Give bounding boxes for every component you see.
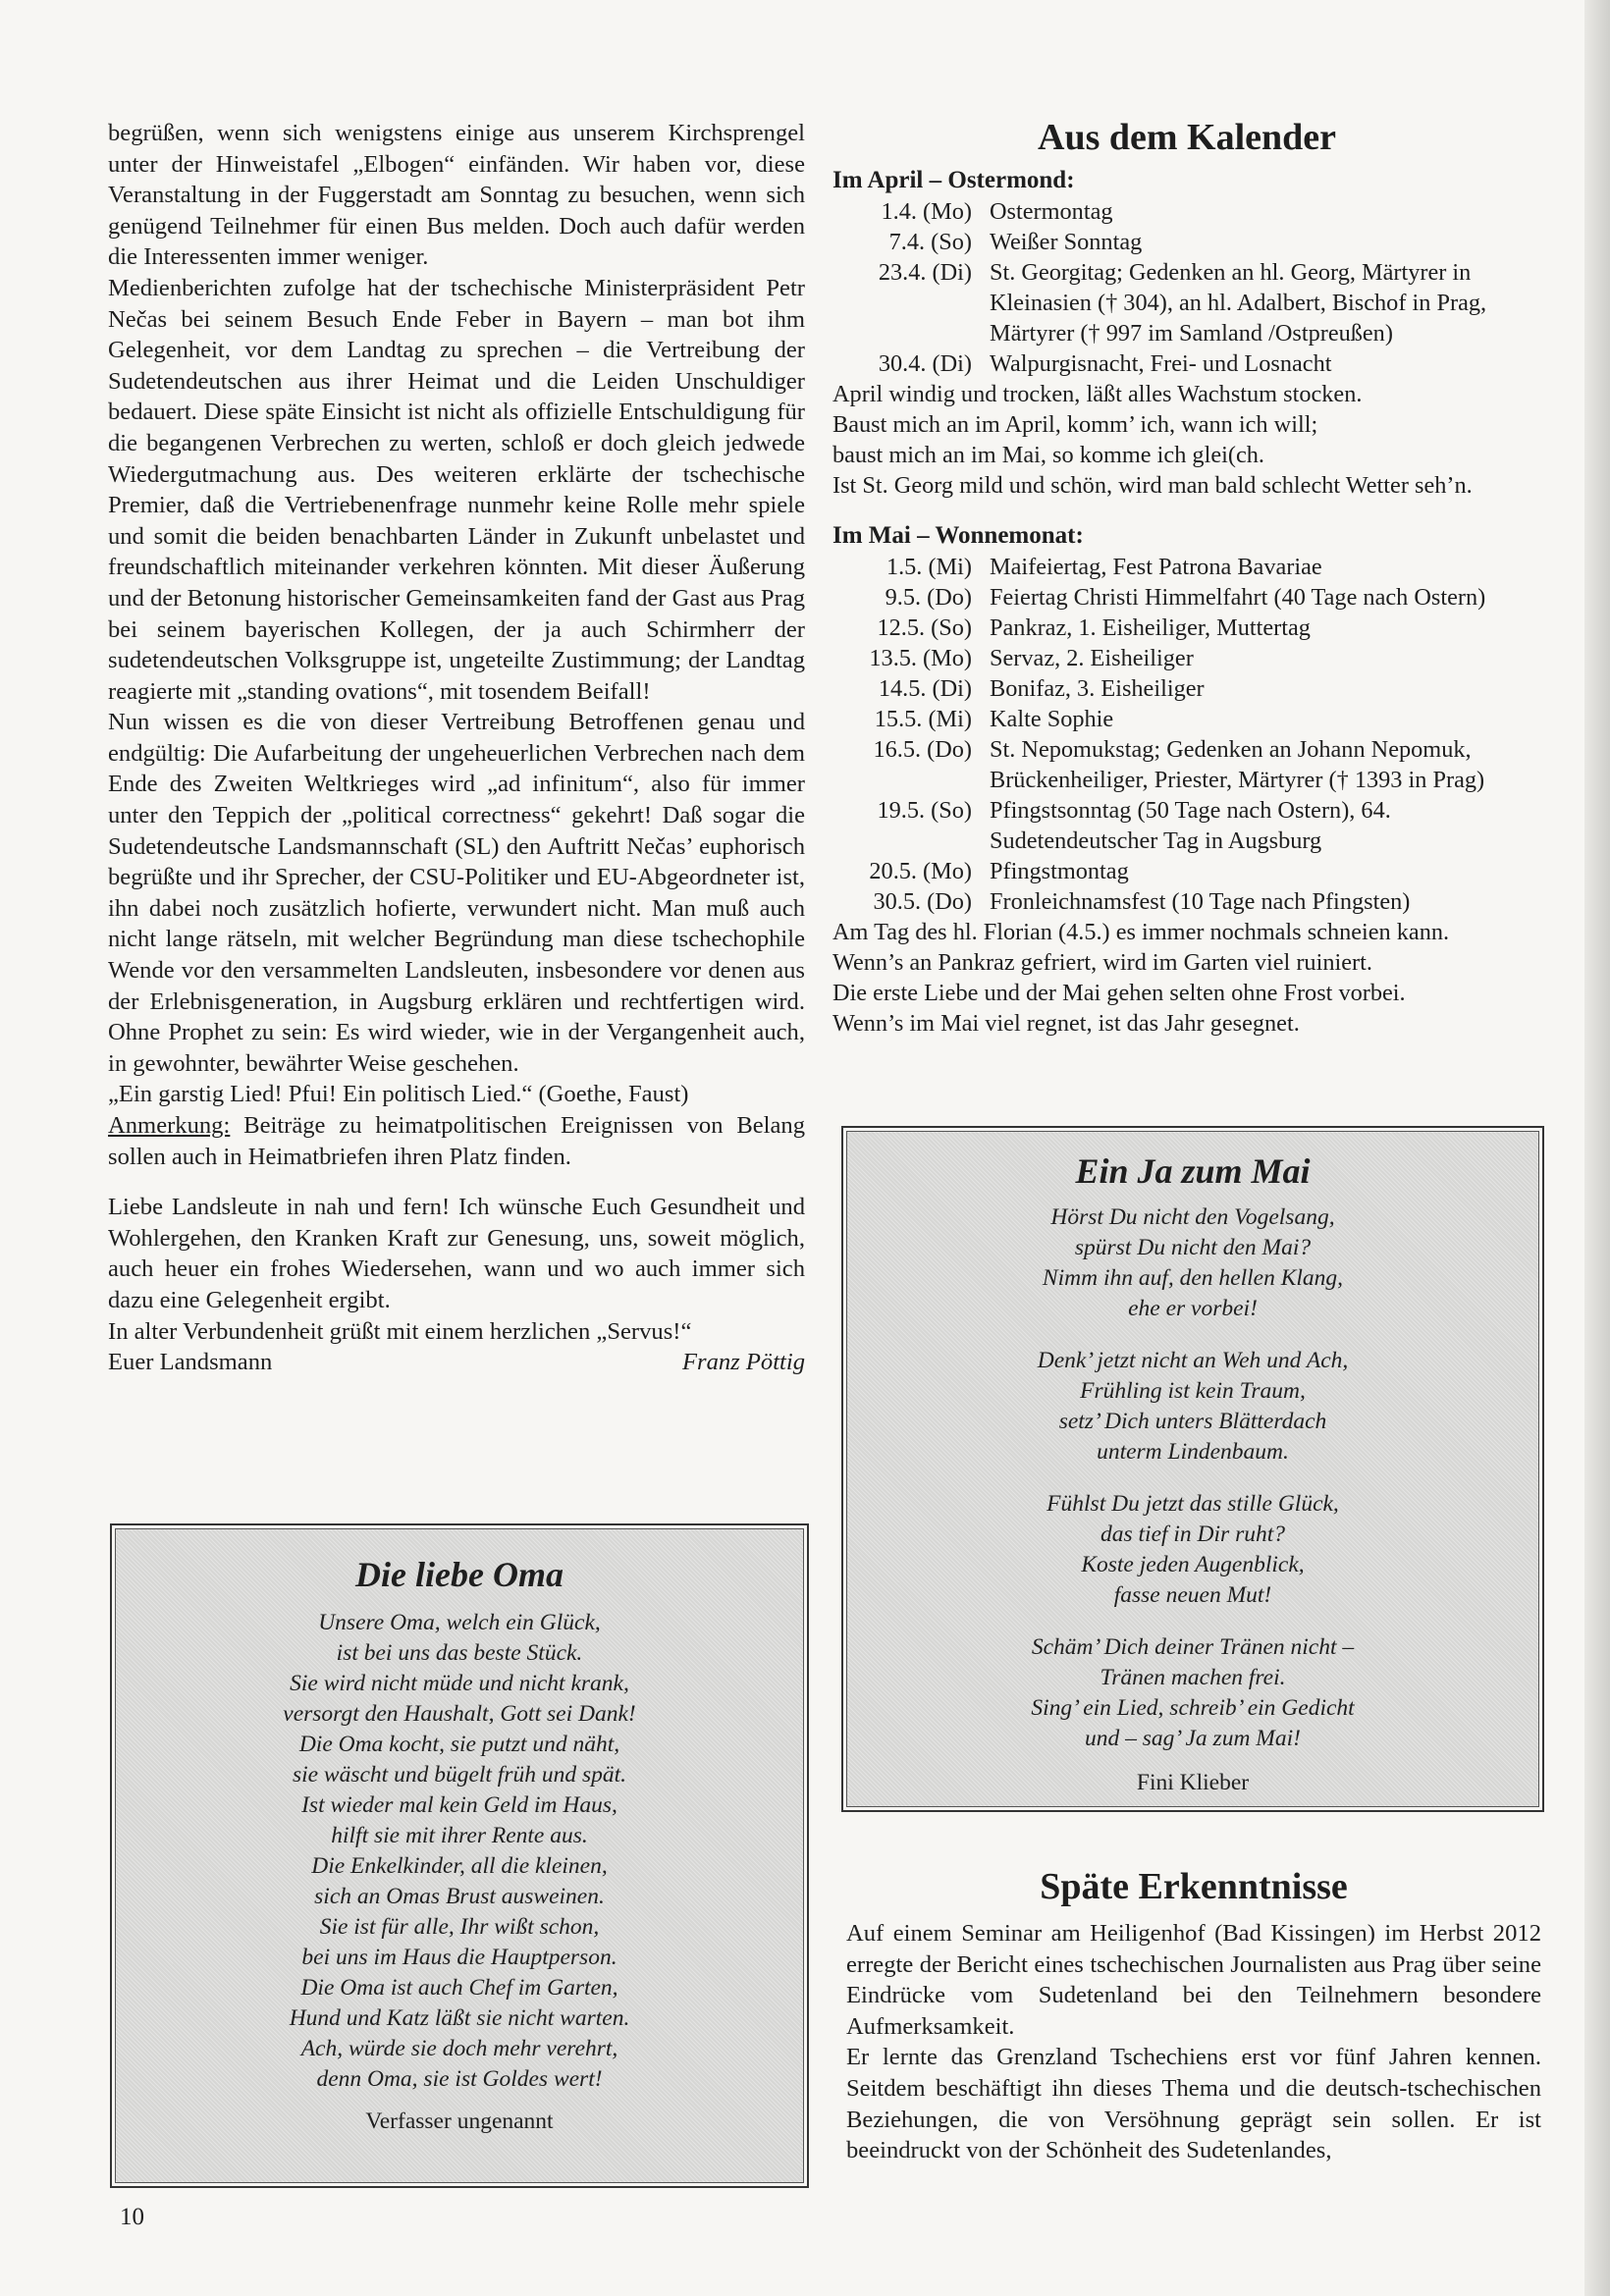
poem-line: Schäm’ Dich deiner Tränen nicht – [1031,1634,1355,1660]
paragraph: In alter Verbundenheit grüßt mit einem herzlichen „Servus!“ [108,1317,692,1345]
calendar-entry [832,227,1541,257]
calendar-entry [832,257,1541,348]
poem-line: Fühlst Du jetzt das stille Glück, [1046,1491,1339,1517]
poem-line: Frühling ist kein Traum, [1080,1378,1306,1404]
poem-line: Hund und Katz läßt sie nicht warten. [289,2005,630,2031]
poem-line: hilft sie mit ihrer Rente aus. [331,1823,588,1848]
calendar-section [832,116,1541,1039]
signature-line [108,1347,805,1378]
entry-event: Weißer Sonntag [990,229,1143,255]
proverb-line: Wenn’s an Pankraz gefriert, wird im Garten viel ruiniert. [832,949,1372,976]
april-list [832,196,1541,379]
entry-event: Feiertag Christi Himmelfahrt (40 Tage nach Ostern) [990,584,1486,611]
poem-line: das tief in Dir ruht? [1100,1522,1285,1547]
poem-stanza [843,1489,1542,1611]
poem-author: Fini Klieber [1136,1770,1250,1795]
entry-date: 19.5. (So) [877,797,972,824]
entry-date: 15.5. (Mi) [874,706,972,732]
poem-author: Verfasser ungenannt [365,2109,554,2134]
proverb-line: Wenn’s im Mai viel regnet, ist das Jahr gesegnet. [832,1010,1300,1037]
poem-line: Denk’ jetzt nicht an Weh und Ach, [1037,1348,1349,1373]
entry-event: Walpurgisnacht, Frei- und Losnacht [990,350,1332,377]
april-heading: Im April – Ostermond: [832,167,1075,193]
paragraph: Auf einem Seminar am Heiligenhof (Bad Kissingen) im Herbst 2012 erregte der Bericht eines tschechischen Journalisten aus Prag über seine Eindrücke vom Sudetenland bei den Teilnehmern besondere Aufmerksamkeit. [846,1920,1541,2040]
calendar-entry [832,613,1541,643]
poem-line: Ist wieder mal kein Geld im Haus, [301,1792,617,1818]
article-spaete-erkenntnisse [846,1865,1541,2166]
poem-stanza [843,1202,1542,1324]
poem-line: Nimm ihn auf, den hellen Klang, [1042,1265,1344,1291]
poem-title: Ein Ja zum Mai [1075,1151,1311,1191]
proverb-line: Am Tag des hl. Florian (4.5.) es immer nochmals schneien kann. [832,919,1450,945]
entry-date: 30.4. (Di) [878,350,972,377]
entry-date: 30.5. (Do) [873,888,972,915]
poem-line: spürst Du nicht den Mai? [1074,1235,1312,1260]
author-name: Franz Pöttig [681,1349,805,1376]
calendar-entry [832,856,1541,886]
calendar-entry [832,196,1541,227]
closing: Euer Landsmann [108,1349,273,1376]
poem-line: denn Oma, sie ist Goldes wert! [316,2066,603,2092]
poem-line: Unsere Oma, welch ein Glück, [318,1610,601,1635]
poem-line: Die Oma kocht, sie putzt und näht, [298,1732,620,1757]
paragraph: begrüßen, wenn sich wenigstens einige aus unserem Kirchsprengel unter der Hinweistafel „Elbogen“ einfänden. Wir haben vor, diese Veranstaltung in der Fuggerstadt am Sonntag zu besuchen, wenn sich genügend Teilnehmer für einen Bus melden. Doch auch dafür werden die Interessenten immer weniger. [108,120,805,271]
entry-date: 16.5. (Do) [873,736,972,763]
entry-event: Pankraz, 1. Eisheiliger, Muttertag [990,614,1311,641]
poem-stanza [112,1608,807,2095]
paragraph: Medienberichten zufolge hat der tschechische Ministerpräsident Petr Nečas bei seinem Besuch Ende Feber in Bayern – man bot ihm Gelegenheit, vor dem Landtag zu sprechen – die Vertreibung der Sudetendeutschen aus ihrer Heimat und die Leiden Unschuldiger bedauert. Diese späte Einsicht ist nicht als offizielle Entschuldigung für die begangenen Verbrechen zu werten, schloß er doch gleich jedwede Wiedergutmachung aus. Des weiteren erklärte der tschechische Premier, daß die Vertriebenenfrage nunmehr keine Rolle mehr spiele und somit die beiden benachbarten Länder in Zukunft unbelastet und freundschaftlich miteinander verkehren könnten. Mit dieser Äußerung und der Betonung historischer Gemeinsamkeiten fand der Gast aus Prag bei seinem bayerischen Kollegen, der ja auch Schirmherr der sudetendeutschen Volksgruppe ist, ungeteilte Zustimmung; der Landtag reagierte mit „standing ovations“, mit tosendem Beifall! [108,274,805,705]
poem-title: Die liebe Oma [355,1555,564,1594]
may-proverbs [832,917,1541,1039]
calendar-entry [832,552,1541,582]
calendar-entry [832,348,1541,379]
may-heading: Im Mai – Wonnemonat: [832,522,1084,549]
poem-line: unterm Lindenbaum. [1097,1439,1289,1465]
article-title: Späte Erkenntnisse [1040,1866,1348,1907]
poem-box-oma [110,1523,809,2188]
calendar-entry [832,704,1541,734]
entry-event: Maifeiertag, Fest Patrona Bavariae [990,554,1322,580]
poem-stanzas [843,1202,1542,1754]
poem-line: versorgt den Haushalt, Gott sei Dank! [283,1701,636,1727]
entry-event: St. Georgitag; Gedenken an hl. Georg, Märtyrer in Kleinasien († 304), an hl. Adalbert, Bischof in Prag, Märtyrer († 997 im Samland /Ostpreußen) [990,259,1487,347]
april-proverbs [832,379,1541,501]
poem-line: Die Enkelkinder, all die kleinen, [311,1853,608,1879]
poem-line: und – sag’ Ja zum Mai! [1085,1726,1301,1751]
page-edge [1584,0,1610,2296]
entry-event: Pfingstmontag [990,858,1129,884]
poem-line: Sie ist für alle, Ihr wißt schon, [319,1914,600,1940]
poem-line: Ach, würde sie doch mehr verehrt, [300,2036,618,2061]
entry-date: 1.5. (Mi) [886,554,972,580]
proverb-line: Die erste Liebe und der Mai gehen selten ohne Frost vorbei. [832,980,1406,1006]
page-number: 10 [120,2204,144,2230]
poem-stanza [843,1346,1542,1468]
entry-date: 7.4. (So) [888,229,972,255]
entry-date: 14.5. (Di) [878,675,972,702]
proverb-line: Ist St. Georg mild und schön, wird man bald schlecht Wetter seh’n. [832,472,1473,499]
entry-event: Kalte Sophie [990,706,1114,732]
calendar-entry [832,673,1541,704]
left-column [108,118,805,1378]
poem-line: bei uns im Haus die Hauptperson. [301,1945,617,1970]
poem-line: sich an Omas Brust ausweinen. [314,1884,605,1909]
entry-date: 20.5. (Mo) [869,858,972,884]
calendar-entry [832,886,1541,917]
paragraph: Er lernte das Grenzland Tschechiens erst vor fünf Jahren kennen. Seitdem beschäftigt ihn dieses Thema und die deutsch-tschechischen Beziehungen, die von Versöhnung geprägt sein sollen. Er ist beeindruckt von der Schönheit des Sudetenlandes, [846,2044,1541,2164]
poem-line: Sie wird nicht müde und nicht krank, [290,1671,629,1696]
poem-line: setz’ Dich unters Blätterdach [1058,1409,1327,1434]
poem-line: Hörst Du nicht den Vogelsang, [1050,1204,1335,1230]
entry-event: Fronleichnamsfest (10 Tage nach Pfingsten) [990,888,1411,915]
calendar-title: Aus dem Kalender [1038,117,1336,158]
entry-event: Servaz, 2. Eisheiliger [990,645,1194,671]
quote-line: „Ein garstig Lied! Pfui! Ein politisch Lied.“ (Goethe, Faust) [108,1081,689,1108]
poem-line: Die Oma ist auch Chef im Garten, [300,1975,618,2001]
entry-date: 12.5. (So) [877,614,972,641]
poem-line: ehe er vorbei! [1128,1296,1258,1321]
paragraph: Liebe Landsleute in nah und fern! Ich wünsche Euch Gesundheit und Wohlergehen, den Kranken Kraft zur Genesung, uns, soweit möglich, auch heuer ein frohes Wiedersehen, wann und wo auch immer sich dazu eine Gelegenheit ergibt. [108,1194,805,1313]
poem-line: sie wäscht und bügelt früh und spät. [292,1762,627,1788]
paragraph: Nun wissen es die von dieser Vertreibung Betroffenen genau und endgültig: Die Aufarbeitung der ungeheuerlichen Verbrechen nach dem Ende des Zweiten Weltkrieges wird „ad infinitum“, also für immer unter den Teppich der „political correctness“ gekehrt! Daß sogar die Sudetendeutsche Landsmannschaft (SL) den Auftritt Nečas’ euphorisch begrüßte und ihr Sprecher, der CSU-Politiker und EU-Abgeordneter ist, ihn dabei noch zusätzlich hofierte, verwundert nicht. Man muß auch nicht lange rätseln, mit welcher Begründung man diese tschechophile Wende vor den versammelten Landsleuten, insbesondere vor denen aus der Erlebnisgeneration, in Augsburg erklären und rechtfertigen wird. Ohne Prophet zu sein: Es wird wieder, wie in der Vergangenheit auch, in gewohnter, bewährter Weise geschehen. [108,709,805,1077]
poem-box-mai [841,1126,1544,1812]
note-paragraph [108,1110,805,1172]
poem-line: Tränen machen frei. [1100,1665,1286,1690]
calendar-entry [832,582,1541,613]
entry-event: Pfingstsonntag (50 Tage nach Ostern), 64. Sudetendeutscher Tag in Augsburg [990,797,1391,854]
poem-stanza [843,1632,1542,1754]
poem-line: Sing’ ein Lied, schreib’ ein Gedicht [1031,1695,1355,1721]
poem-line: ist bei uns das beste Stück. [336,1640,583,1666]
poem-line: fasse neuen Mut! [1113,1582,1272,1608]
entry-event: Ostermontag [990,198,1113,225]
entry-date: 13.5. (Mo) [869,645,972,671]
note-label: Anmerkung: [108,1112,231,1139]
entry-date: 9.5. (Do) [885,584,972,611]
poem-line: Koste jeden Augenblick, [1081,1552,1305,1577]
proverb-line: Baust mich an im April, komm’ ich, wann ich will; [832,411,1318,438]
calendar-entry [832,795,1541,856]
proverb-line: baust mich an im Mai, so komme ich glei(ch. [832,442,1264,468]
entry-date: 23.4. (Di) [878,259,972,286]
entry-event: Bonifaz, 3. Eisheiliger [990,675,1205,702]
may-list [832,552,1541,917]
note-text: Beiträge zu heimatpolitischen Ereignissen von Belang sollen auch in Heimatbriefen ihren Platz finden. [108,1112,805,1170]
calendar-entry [832,734,1541,795]
proverb-line: April windig und trocken, läßt alles Wachstum stocken. [832,381,1363,407]
entry-event: St. Nepomukstag; Gedenken an Johann Nepomuk, Brückenheiliger, Priester, Märtyrer († 1393 in Prag) [990,736,1485,793]
entry-date: 1.4. (Mo) [881,198,972,225]
calendar-entry [832,643,1541,673]
